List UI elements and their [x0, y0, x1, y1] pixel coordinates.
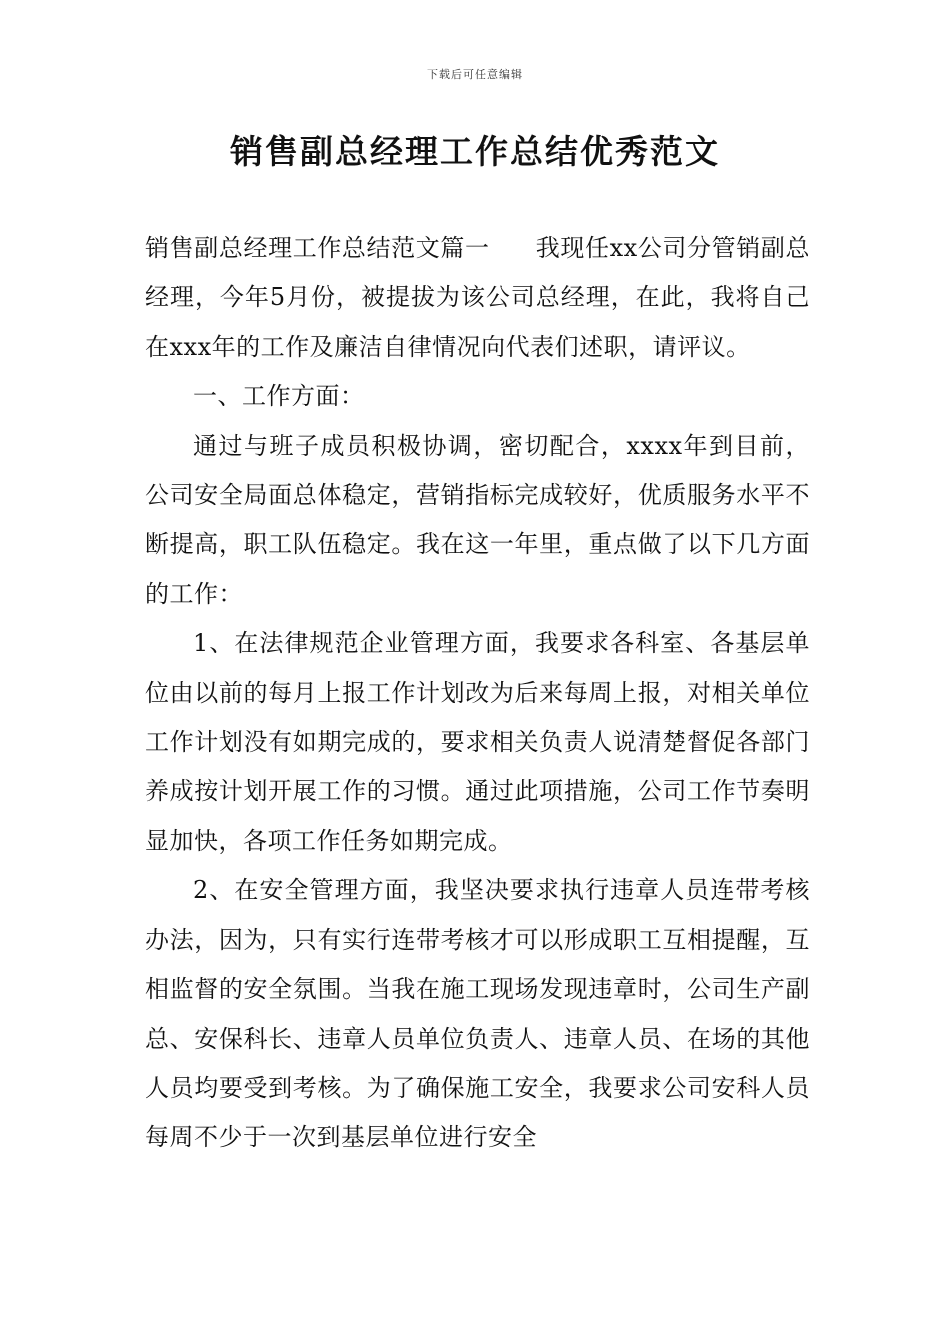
body-paragraph: 1、在法律规范企业管理方面，我要求各科室、各基层单位由以前的每月上报工作计划改为后来每周上报，对相关单位工作计划没有如期完成的，要求相关负责人说清楚督促各部门养成按计划开展工作的习惯。通过此项措施，公司工作节奏明显加快，各项工作任务如期完成。 — [145, 629, 810, 855]
document-title: 销售副总经理工作总结优秀范文 — [230, 132, 720, 171]
section-heading: 一、工作方面： — [193, 382, 365, 411]
intro-lead: 销售副总经理工作总结范文篇一 — [145, 234, 490, 262]
document-body — [145, 224, 810, 1163]
header-note: 下载后可任意编辑 — [427, 68, 523, 81]
intro-paragraph — [145, 224, 810, 372]
body-paragraph: 2、在安全管理方面，我坚决要求执行违章人员连带考核办法，因为，只有实行连带考核才可以形成职工互相提醒，互相监督的安全氛围。当我在施工现场发现违章时，公司生产副总、安保科长、违章人员单位负责人、违章人员、在场的其他人员均要受到考核。为了确保施工安全，我要求公司安科人员每周不少于一次到基层单位进行安全 — [145, 876, 810, 1152]
body-paragraph: 通过与班子成员积极协调，密切配合，xxxx年到目前，公司安全局面总体稳定，营销指标完成较好，优质服务水平不断提高，职工队伍稳定。我在这一年里，重点做了以下几方面的工作： — [145, 431, 810, 608]
intro-text: 我现任xx公司分管销副总经理，今年5月份，被提拔为该公司总经理，在此，我将自己在xxx年的工作及廉洁自律情况向代表们述职，请评议。 — [145, 234, 810, 361]
